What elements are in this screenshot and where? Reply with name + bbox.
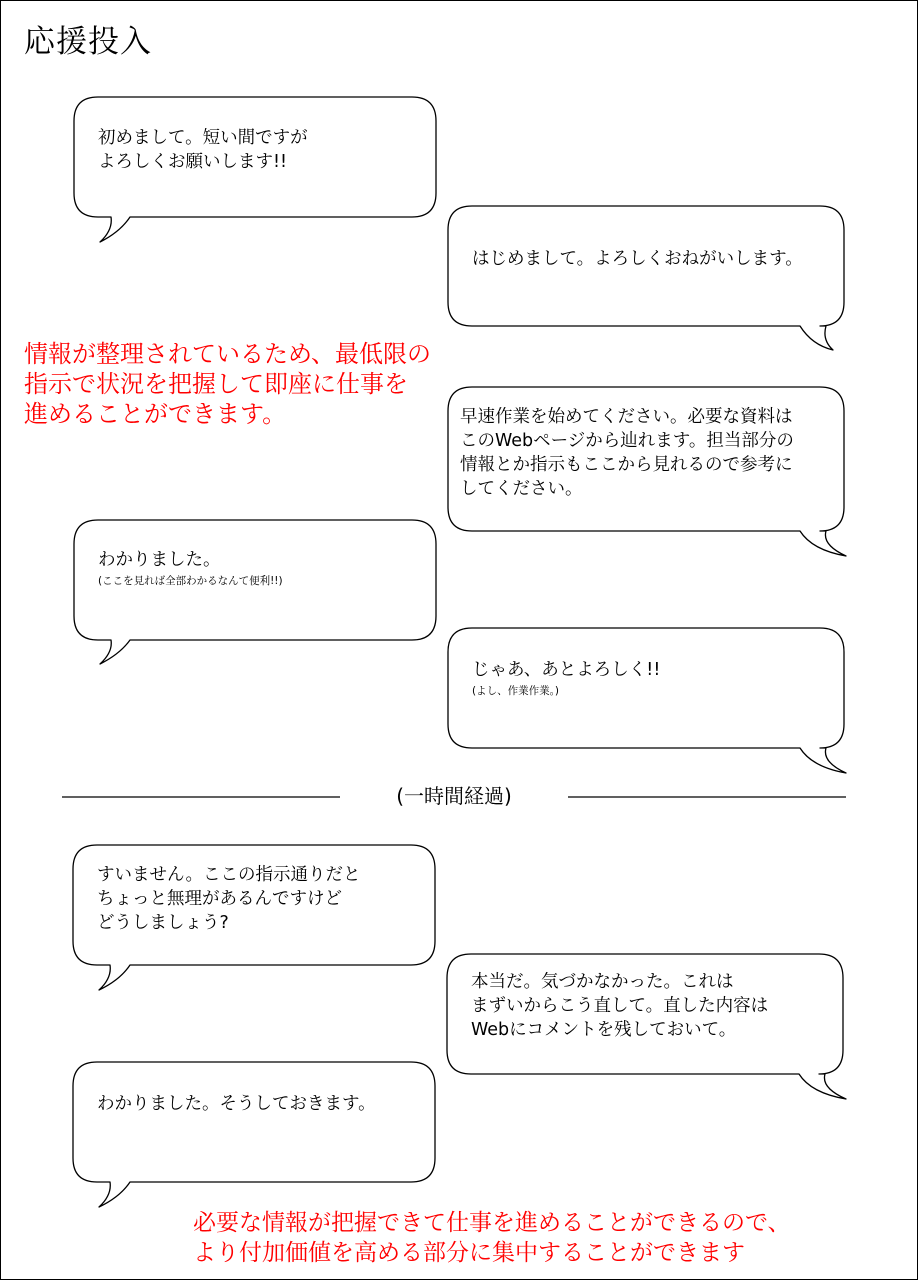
bubble-3-text [460, 405, 794, 501]
note-top-line-3: 進めることができます。 [24, 400, 287, 428]
time-elapsed-label: (一時間経過) [396, 784, 512, 808]
note-bottom-line-2: より付加価値を高める部分に集中することができます [193, 1240, 745, 1266]
bubble-3-line-4: してください。 [460, 479, 583, 499]
bubble-6-text [97, 863, 361, 935]
bubble-5-line-1: じゃあ、あとよろしく!! [472, 660, 661, 680]
bubble-6-line-2: ちょっと無理があるんですけど [97, 889, 342, 909]
bubble-7-line-1: 本当だ。気づかなかった。これは [471, 972, 734, 992]
bubble-2-line-1: はじめまして。よろしくおねがいします。 [472, 249, 803, 269]
bubble-7-line-2: まずいからこう直して。直した内容は [471, 996, 769, 1016]
bubble-6-line-1: すいません。ここの指示通りだと [97, 865, 361, 885]
note-bottom [193, 1208, 791, 1268]
bubble-5-text [472, 658, 660, 700]
bubble-3-line-1: 早速作業を始めてください。必要な資料は [460, 407, 793, 427]
bubble-4-aside: (ここを見れば全部わかるなんて便利!!) [98, 575, 283, 587]
bubble-5-aside: (よし、作業作業。) [472, 685, 559, 697]
bubble-1-line-1: 初めまして。短い間ですが [98, 128, 308, 148]
bubble-8-text [97, 1092, 376, 1116]
speech-bubble-4 [74, 520, 436, 664]
bubble-3-line-3: 情報とか指示もここから見れるので参考に [460, 455, 793, 475]
page-title: 応援投入 [24, 24, 152, 60]
speech-bubble-5 [448, 628, 846, 773]
note-top-line-2: 指示で状況を把握して即座に仕事を [24, 370, 408, 398]
note-top-line-1: 情報が整理されているため、最低限の [24, 340, 432, 368]
note-bottom-line-1: 必要な情報が把握できて仕事を進めることができるので、 [193, 1210, 791, 1236]
bubble-4-line-1: わかりました。 [98, 550, 221, 570]
bubble-1-text [98, 126, 308, 174]
bubble-2-text [472, 247, 803, 271]
speech-bubble-2 [448, 206, 844, 350]
bubble-4-text [98, 548, 283, 590]
bubble-1-line-2: よろしくお願いします!! [98, 152, 288, 172]
note-top [24, 339, 431, 429]
speech-bubble-8 [73, 1062, 435, 1207]
bubble-7-line-3: Webにコメントを残しておいて。 [471, 1020, 737, 1040]
bubble-6-line-3: どうしましょう? [97, 913, 229, 933]
bubble-3-line-2: このWebページから辿れます。担当部分の [460, 431, 794, 451]
bubble-8-line-1: わかりました。そうしておきます。 [97, 1094, 376, 1114]
bubble-7-text [471, 970, 768, 1042]
